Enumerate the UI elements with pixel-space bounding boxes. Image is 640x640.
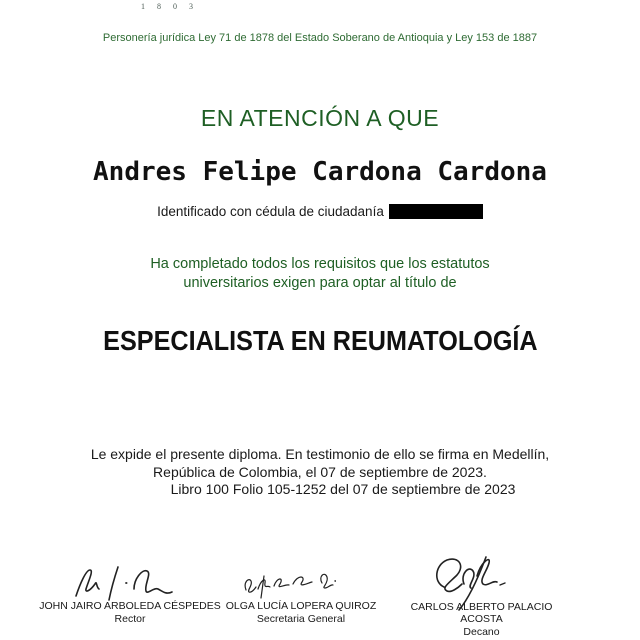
issue-line-3: Libro 100 Folio 105-1252 del 07 de septiembre de 2023 bbox=[170, 481, 516, 497]
rector-name: JOHN JAIRO ARBOLEDA CÉSPEDES bbox=[39, 600, 221, 612]
issue-line-1: Le expide el presente diploma. En testimonio de ello se firma en Medellín, bbox=[90, 446, 550, 462]
requirements-line-1: Ha completado todos los requisitos que los estatutos bbox=[150, 256, 490, 272]
issue-line-2: República de Colombia, el 07 de septiembre de 2023. bbox=[153, 463, 487, 480]
id-line-label: Identificado con cédula de ciudadanía bbox=[157, 204, 384, 219]
issue-paragraph bbox=[0, 446, 640, 499]
signature-block-decano bbox=[399, 601, 564, 638]
degree-title bbox=[0, 325, 640, 357]
id-line bbox=[0, 204, 640, 219]
requirements-paragraph bbox=[0, 255, 640, 293]
decano-title: Decano bbox=[463, 626, 500, 638]
graduate-name: Andres Felipe Cardona Cardona bbox=[93, 157, 547, 187]
secretaria-name: OLGA LUCÍA LOPERA QUIROZ bbox=[225, 600, 377, 612]
requirements-line-2: universitarios exigen para optar al título de bbox=[183, 275, 457, 291]
redacted-id-box bbox=[389, 204, 483, 219]
legal-charter-line: Personería jurídica Ley 71 de 1878 del Estado Soberano de Antioquia y Ley 153 de 1887 bbox=[102, 32, 538, 44]
signature-rector-icon bbox=[70, 565, 175, 603]
attention-heading: EN ATENCIÓN A QUE bbox=[200, 105, 440, 131]
decano-name: CARLOS ALBERTO PALACIO ACOSTA bbox=[410, 601, 553, 625]
secretaria-title: Secretaria General bbox=[256, 613, 346, 625]
signature-block-secretaria bbox=[201, 600, 401, 625]
degree-title-text: ESPECIALISTA EN REUMATOLOGÍA bbox=[102, 325, 538, 356]
signature-secretaria-icon bbox=[240, 570, 336, 600]
rector-title: Rector bbox=[114, 613, 146, 625]
university-logo-year-fragment: 1 8 0 3 bbox=[141, 2, 198, 11]
